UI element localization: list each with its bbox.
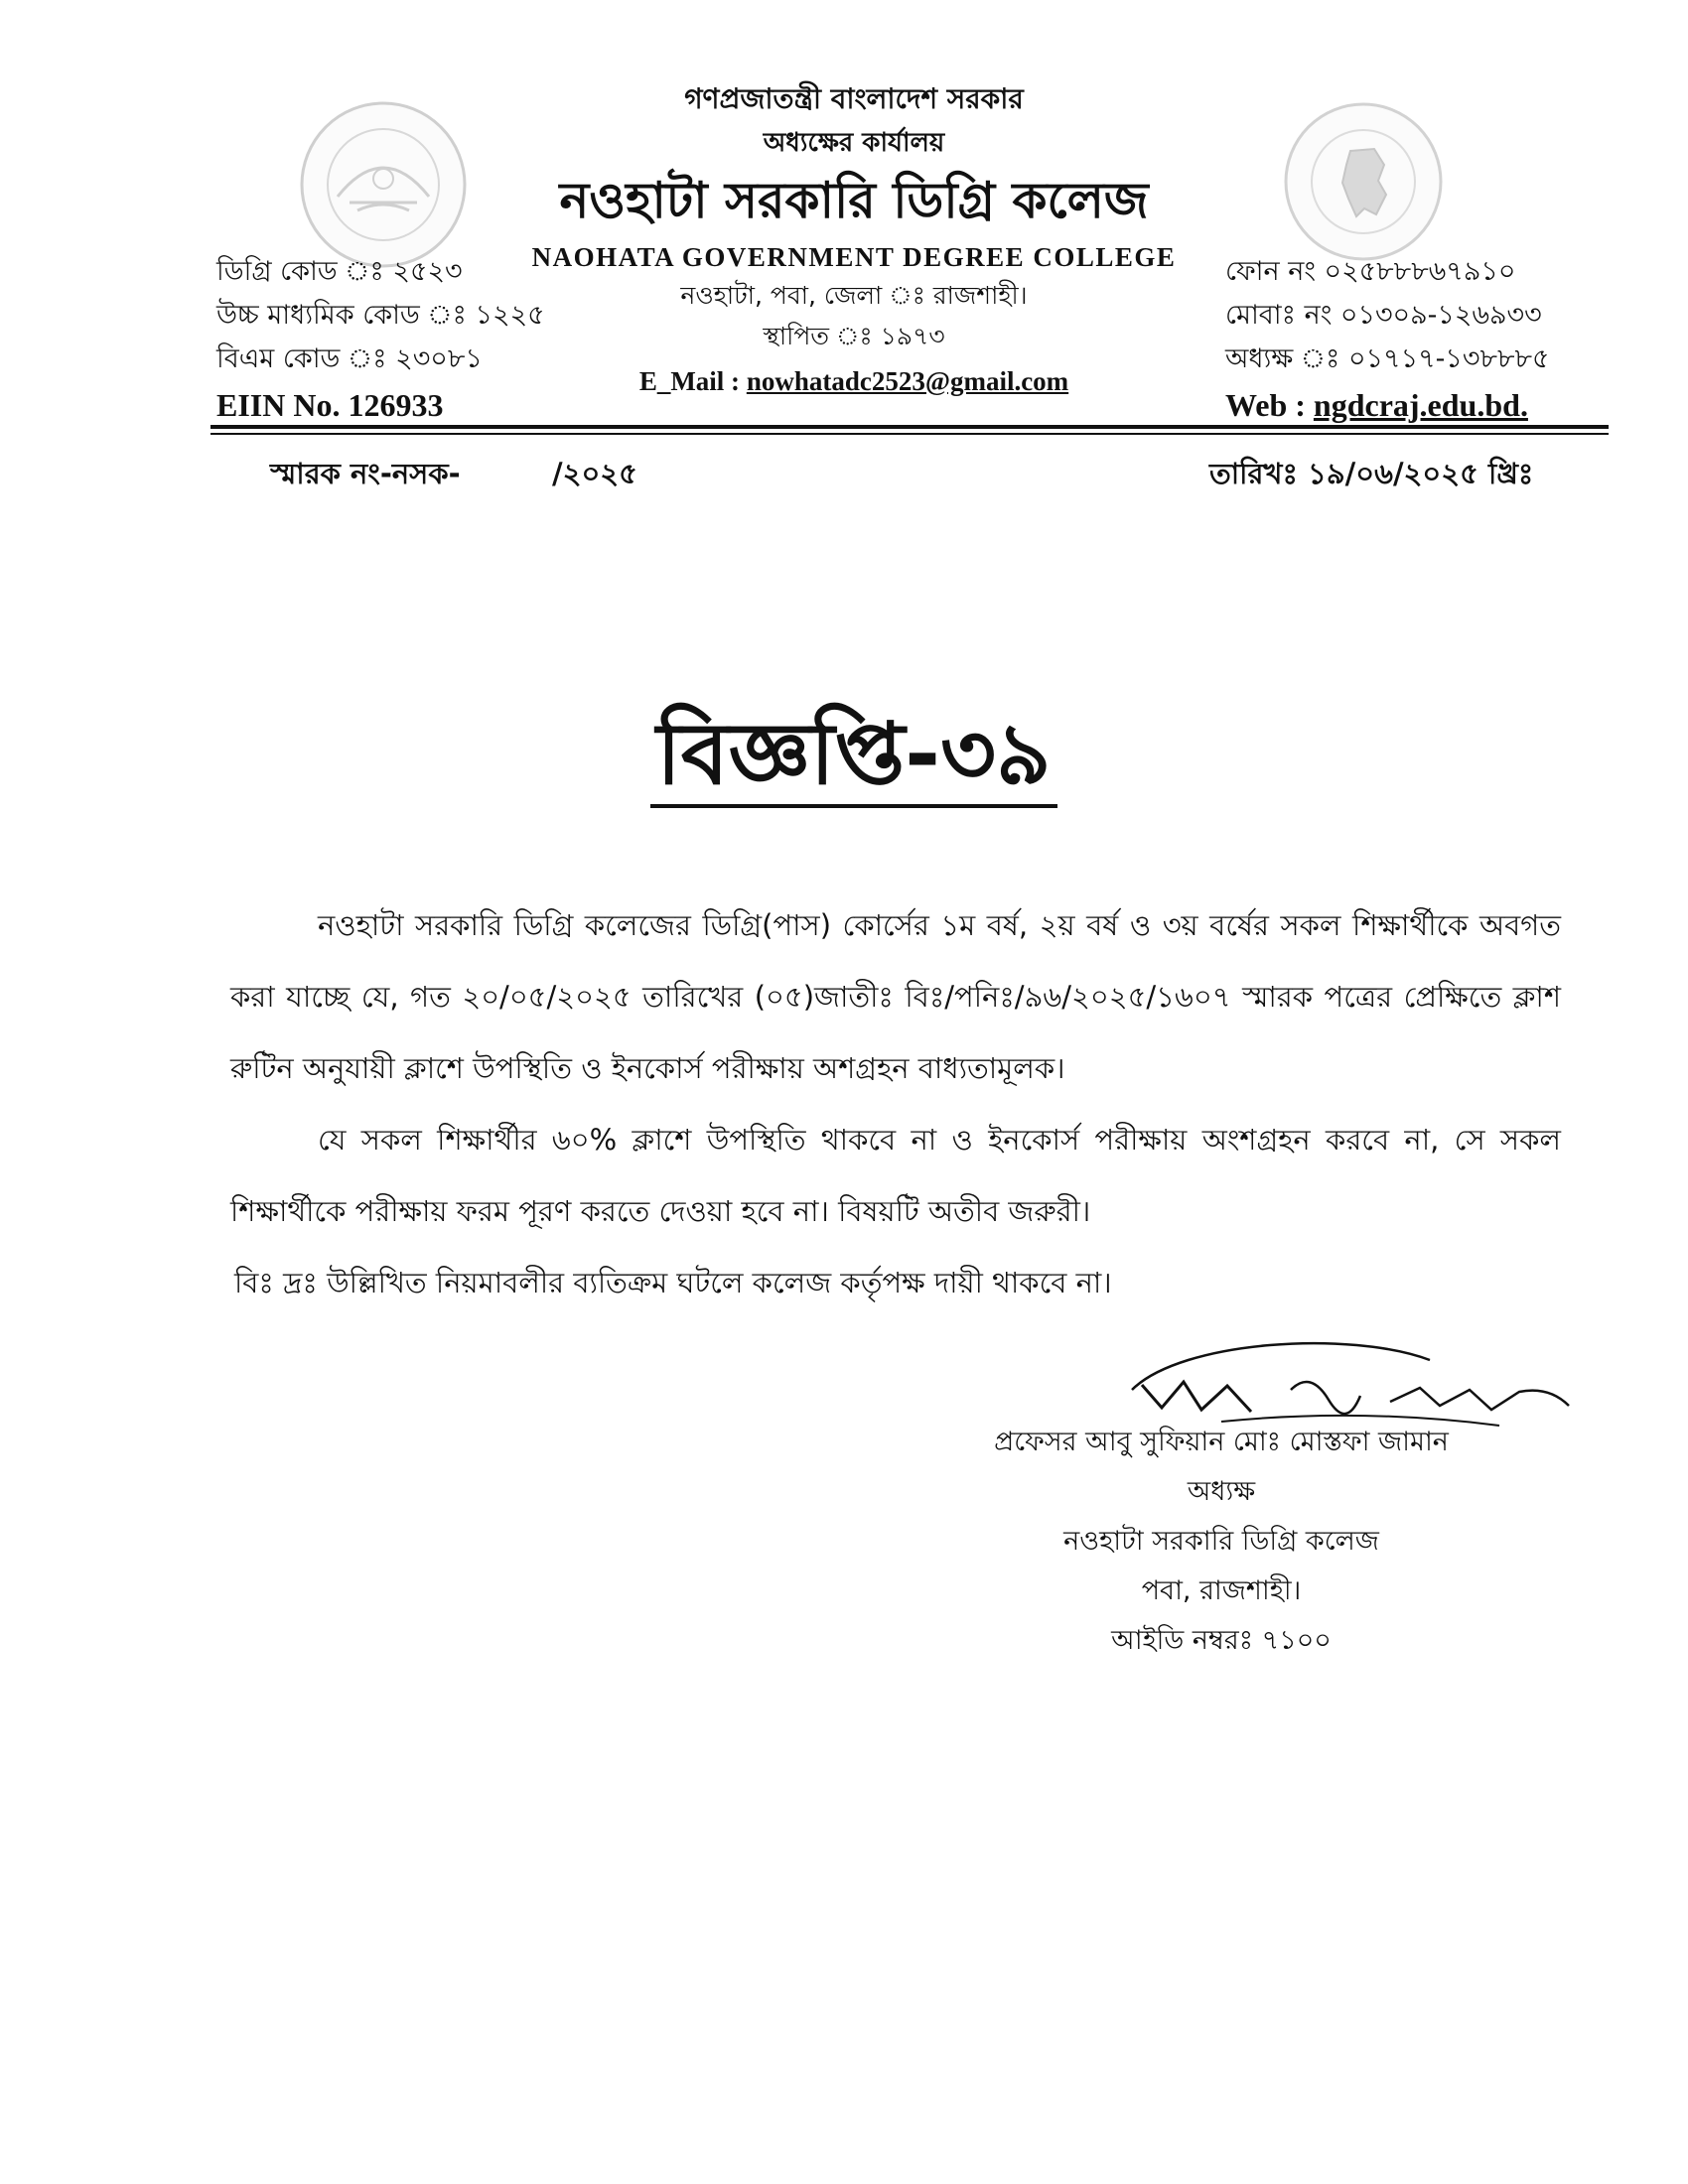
higher-secondary-code: উচ্চ মাধ্যমিক কোড ঃ ১২২৫ [216, 300, 545, 331]
email-label: E_Mail : [638, 366, 741, 396]
email-link[interactable]: nowhatadc2523@gmail.com [746, 366, 1069, 396]
website-link[interactable]: ngdcraj.edu.bd. [1313, 387, 1528, 423]
web-row [1225, 381, 1550, 429]
principal-id-number: আইডি নম্বরঃ ৭১০০ [1111, 1625, 1332, 1656]
signature-college: নওহাটা সরকারি ডিগ্রি কলেজ [1063, 1526, 1379, 1557]
bm-code: বিএম কোড ঃ ২৩০৮১ [216, 343, 483, 374]
notice-paragraph-1: নওহাটা সরকারি ডিগ্রি কলেজের ডিগ্রি(পাস) কোর্সের ১ম বর্ষ, ২য় বর্ষ ও ৩য় বর্ষের সকল শিক্ষার্থীকে অবগত করা যাচ্ছে যে, গত ২০/০৫/২০২৫ তারিখের (০৫)জাতীঃ বিঃ/পনিঃ/৯৬/২০২৫/১৬০৭ স্মারক পত্রের প্রেক্ষিতে ক্লাশ রুটিন অনুযায়ী ক্লাশে উপস্থিতি ও ইনকোর্স পরীক্ষায় অশগ্রহন বাধ্যতামূলক। [230, 908, 1561, 1085]
principal-phone: অধ্যক্ষ ঃ ০১৭১৭-১৩৮৮৮৫ [1225, 343, 1550, 374]
college-seal-logo [298, 99, 469, 270]
header-divider [211, 425, 1609, 429]
principal-designation: অধ্যক্ষ [1187, 1476, 1256, 1507]
government-seal-logo [1281, 99, 1446, 264]
memo-date: তারিখঃ ১৯/০৬/২০২৫ খ্রিঃ [1209, 457, 1534, 490]
college-name-english: NAOHATA GOVERNMENT DEGREE COLLEGE [531, 242, 1177, 272]
right-contacts-block [1225, 250, 1550, 429]
college-name-bengali: নওহাটা সরকারি ডিগ্রি কলেজ [559, 172, 1149, 229]
header-divider-thin [211, 433, 1609, 435]
notice-paragraph-2: যে সকল শিক্ষার্থীর ৬০% ক্লাশে উপস্থিতি থাকবে না ও ইনকোর্স পরীক্ষায় অংশগ্রহন করবে না, সে সকল শিক্ষার্থীকে পরীক্ষায় ফরম পূরণ করতে দেওয়া হবে না। বিষয়টি অতীব জরুরী। [230, 1123, 1561, 1228]
notice-note: বিঃ দ্রঃ উল্লিখিত নিয়মাবলীর ব্যতিক্রম ঘটলে কলেজ কর্তৃপক্ষ দায়ী থাকবে না। [234, 1266, 1112, 1299]
government-line: গণপ্রজাতন্ত্রী বাংলাদেশ সরকার [684, 82, 1024, 115]
college-address: নওহাটা, পবা, জেলা ঃ রাজশাহী। [680, 281, 1028, 310]
degree-code: ডিগ্রি কোড ঃ ২৫২৩ [216, 256, 463, 287]
established-year: স্থাপিত ঃ ১৯৭৩ [763, 322, 945, 350]
notice-title: বিজ্ঞপ্তি-৩৯ [650, 705, 1056, 808]
signature-block [953, 1418, 1489, 1666]
eiin-number: EIIN No. 126933 [216, 387, 444, 423]
notice-body [230, 889, 1561, 1318]
left-codes-block [216, 250, 545, 429]
memo-reference-year: /২০২৫ [552, 457, 637, 490]
email-row [496, 359, 1211, 403]
phone-number: ফোন নং ০২৫৮৮৮৬৭৯১০ [1225, 256, 1516, 287]
web-label: Web : [1225, 387, 1306, 423]
memo-reference-label: স্মারক নং-নসক- [270, 457, 461, 490]
office-line: অধ্যক্ষের কার্যালয় [763, 128, 945, 158]
mobile-number: মোবাঃ নং ০১৩০৯-১২৬৯৩৩ [1225, 300, 1542, 331]
signature-location: পবা, রাজশাহী। [1141, 1575, 1302, 1606]
principal-name: প্রফেসর আবু সুফিয়ান মোঃ মোস্তফা জামান [994, 1427, 1449, 1457]
